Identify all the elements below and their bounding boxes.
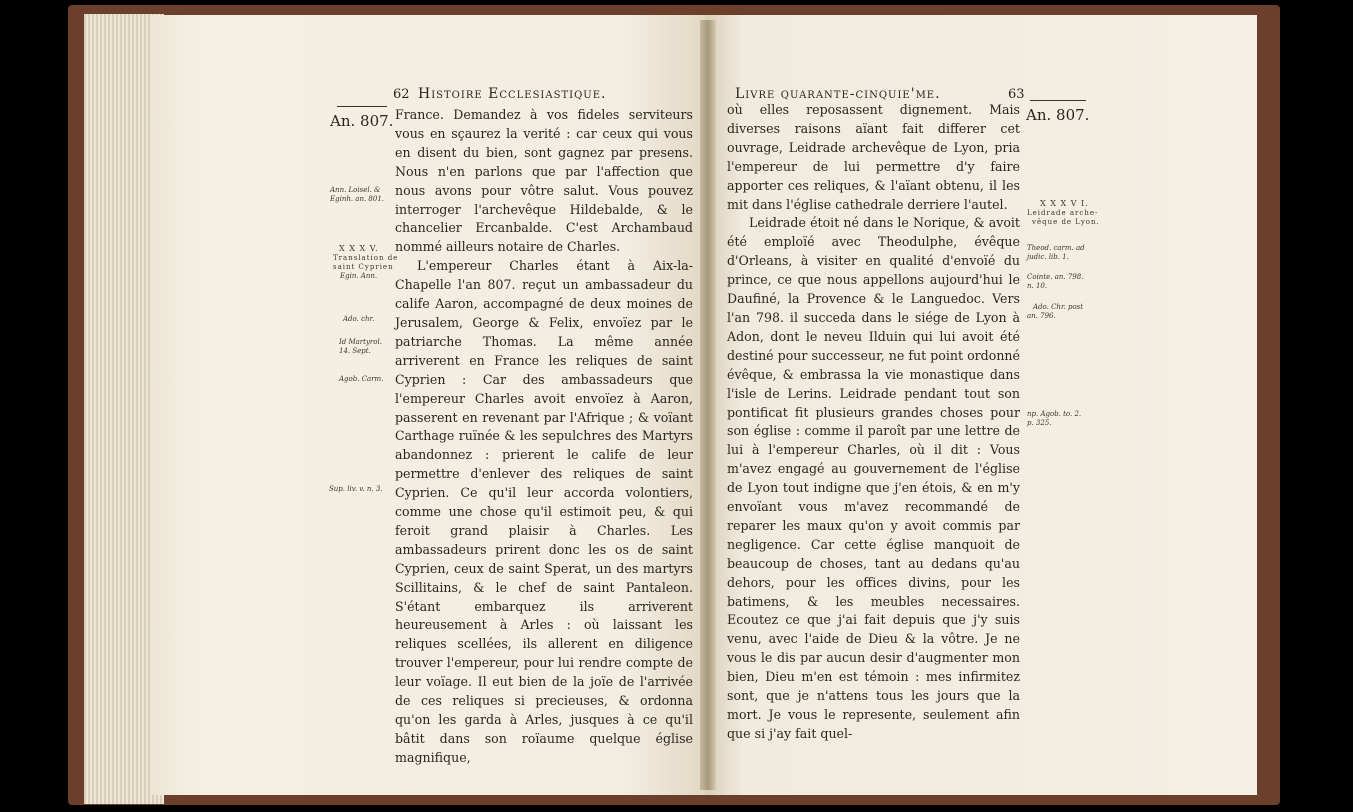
margin-note: an. 796. <box>1027 312 1056 320</box>
book-gutter <box>700 20 716 790</box>
margin-note: Id Martyrol. <box>339 338 382 346</box>
margin-note: vêque de Lyon. <box>1032 218 1100 226</box>
margin-note: saint Cyprien <box>333 263 394 271</box>
margin-note: Ann. Loisel. & <box>330 186 381 194</box>
margin-note: Ado. chr. <box>343 315 375 323</box>
margin-note: judic. lib. 1. <box>1027 253 1069 261</box>
left-year-rule <box>337 106 387 107</box>
paragraph: où elles reposassent dignement. Mais diverses raisons aïant fait differer cet ouvrage, Leidrade archevêque de Lyon, pria l'empereur de lui permettre d'y faire apporter ces reliques, & l'aïant obtenu, il les mit dans l'église cathedrale derriere l'autel. <box>727 102 1020 212</box>
margin-note: Translation de <box>333 254 399 262</box>
margin-note: Theod. carm. ad <box>1027 244 1085 252</box>
margin-note: Leidrade arche- <box>1027 209 1099 217</box>
margin-note: Agob. Carm. <box>339 375 384 383</box>
right-page-number: 63 <box>1008 87 1025 102</box>
right-running-head: Livre quarante-cinquie'me. <box>735 86 941 102</box>
margin-note-section: X X X V I. <box>1040 199 1089 208</box>
left-body-text <box>395 106 693 768</box>
left-year: An. 807. <box>330 112 394 130</box>
margin-note: Cointe. an. 798. <box>1027 273 1084 281</box>
margin-note: 14. Sept. <box>339 347 371 355</box>
margin-note: np. Agob. to. 2. <box>1027 410 1082 418</box>
margin-note: Egin. Ann. <box>340 272 378 280</box>
right-body-text <box>727 101 1020 744</box>
paragraph: Leidrade étoit né dans le Norique, & avoit été emploïé avec Theodulphe, évêque d'Orleans, à visiter en qualité d'envoïé du prince, ce que nous appellons aujourd'hui le Daufiné, la Provence & le Languedoc. Vers l'an 798. il succeda dans le siége de Lyon à Adon, dont le neveu Ilduin qui lui avoit été destiné pour successeur, ne fut point ordonné évêque, & embrassa la vie monastique dans l'isle de Lerins. Leidrade pendant tout son pontificat fit plusieurs grandes choses pour son église : comme il paroît par une lettre de lui à l'empereur Charles, où il dit : Vous m'avez engagé au gouvernement de l'église de Lyon tout indigne que j'en étois, & en m'y envoïant vous m'avez recommandé de reparer les maux qu'on y avoit commis par negligence. Car cette église manquoit de beaucoup de choses, tant au dedans qu'au dehors, pour les offices divins, pour les batimens, & les meubles necessaires. Ecoutez ce que j'ai fait depuis que j'y suis venu, avec l'aide de Dieu & la vôtre. Je ne vous le dis par aucun desir d'augmenter mon bien, Dieu m'en est témoin : mes infirmitez sont, que je n'attens tous les jours que la mort. Je vous le represente, seulement afin que si j'ay fait quel- <box>727 215 1020 741</box>
margin-note: Ado. Chr. post <box>1033 303 1084 311</box>
right-year: An. 807. <box>1026 106 1090 124</box>
margin-note-section: X X X V. <box>339 244 379 253</box>
left-page-number: 62 <box>393 87 410 102</box>
margin-note: Sup. liv. v. n. 3. <box>329 485 383 493</box>
paragraph: L'empereur Charles étant à Aix-la-Chapelle l'an 807. reçut un ambassadeur du calife Aaron, accompagné de deux moines de Jerusalem, George & Felix, envoïez par le patriarche Thomas. La même année arriverent en France les reliques de saint Cyprien : Car des ambassadeurs que l'empereur Charles avoit envoïez à Aaron, passerent en revenant par l'Afrique ; & voïant Carthage ruïnée & les sepulchres des Martyrs abandonnez : prierent le calife de leur permettre d'enlever des reliques de saint Cyprien. Ce qu'il leur accorda volontiers, comme une chose qu'il estimoit peu, & qui feroit grand plaisir à Charles. Les ambassadeurs prirent donc les os de saint Cyprien, ceux de saint Sperat, un des martyrs Scillitains, & le chef de saint Pantaleon. S'étant embarquez ils arriverent heureusement à Arles : où laissant les reliques scellées, ils allerent en diligence trouver l'empereur, pour lui rendre compte de leur voïage. Il eut bien de la joïe de l'arrivée de ces reliques si precieuses, & ordonna qu'on les garda à Arles, jusques à ce qu'il bâtit dans son roïaume quelque église magnifique, <box>395 258 693 765</box>
margin-note: n. 10. <box>1027 282 1048 290</box>
right-year-rule <box>1030 100 1086 101</box>
margin-note: Eginh. an. 801. <box>330 195 385 203</box>
left-running-head: Histoire Ecclesiastique. <box>418 86 607 102</box>
paragraph: France. Demandez à vos fideles serviteurs vous en sçaurez la verité : car ceux qui vous en disent du bien, sont gagnez par presens. Nous n'en parlons que par l'affection que nous avons pour vôtre salut. Vous pouvez interroger l'archevêque Hildebalde, & le chancelier Ercanbalde. C'est Archambaud nommé ailleurs notaire de Charles. <box>395 107 693 255</box>
margin-note: p. 325. <box>1027 419 1052 427</box>
